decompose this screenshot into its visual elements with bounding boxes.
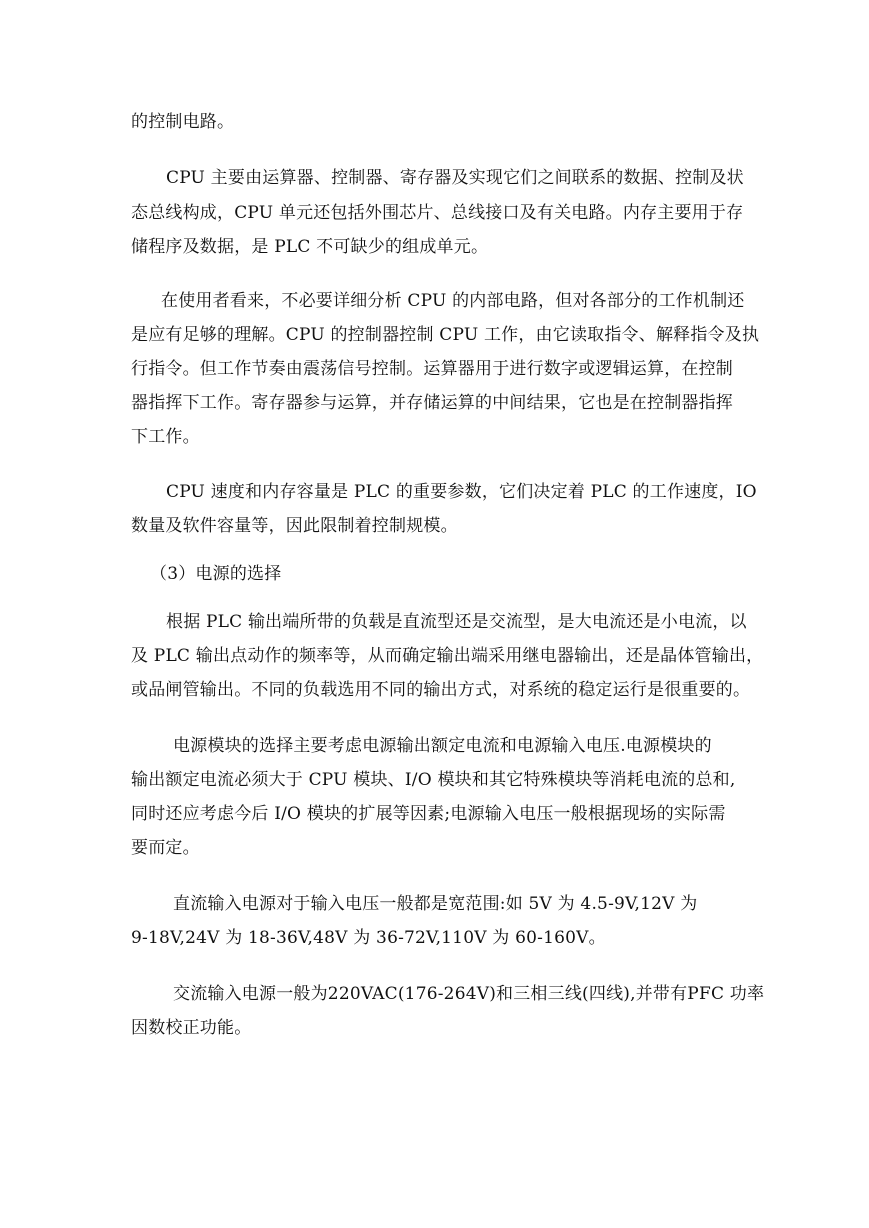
paragraph-line: 储程序及数据，是 PLC 不可缺少的组成单元。 — [131, 237, 489, 257]
paragraph-line: 的控制电路。 — [131, 112, 235, 132]
paragraph-line: 态总线构成，CPU 单元还包括外围芯片、总线接口及有关电路。内存主要用于存 — [131, 203, 744, 223]
paragraph-line: 器指挥下工作。寄存器参与运算，并存储运算的中间结果，它也是在控制器指挥 — [131, 393, 733, 413]
paragraph-line: CPU 主要由运算器、控制器、寄存器及实现它们之间联系的数据、控制及状 — [166, 168, 744, 188]
paragraph-line: 交流输入电源一般为220VAC(176-264V)和三相三线(四线),并带有PFC 功率 — [173, 984, 765, 1004]
paragraph-line: 电源模块的选择主要考虑电源输出额定电流和电源输入电压.电源模块的 — [173, 736, 712, 756]
paragraph-line: 是应有足够的理解。CPU 的控制器控制 CPU 工作，由它读取指令、解释指令及执 — [131, 325, 760, 345]
paragraph-line: 根据 PLC 输出端所带的负载是直流型还是交流型，是大电流还是小电流，以 — [166, 612, 747, 632]
paragraph-line: 行指令。但工作节奏由震荡信号控制。运算器用于进行数字或逻辑运算，在控制 — [131, 359, 733, 379]
paragraph-line: 及 PLC 输出点动作的频率等，从而确定输出端采用继电器输出，还是晶体管输出， — [131, 646, 764, 666]
paragraph-line: 或品闸管输出。不同的负载选用不同的输出方式，对系统的稳定运行是很重要的。 — [131, 680, 751, 700]
paragraph-line: 数量及软件容量等，因此限制着控制规模。 — [131, 516, 458, 536]
paragraph-line: 输出额定电流必须大于 CPU 模块、I/O 模块和其它特殊模块等消耗电流的总和, — [131, 770, 736, 790]
section-heading: （3）电源的选择 — [150, 564, 282, 584]
paragraph-line: 直流输入电源对于输入电压一般都是宽范围:如 5V 为 4.5-9V,12V 为 — [173, 894, 698, 914]
paragraph-line: 要而定。 — [131, 838, 200, 858]
paragraph-line: 在使用者看来，不必要详细分析 CPU 的内部电路，但对各部分的工作机制还 — [161, 291, 745, 311]
paragraph-line: 同时还应考虑今后 I/O 模块的扩展等因素;电源输入电压一般根据现场的实际需 — [131, 804, 726, 824]
paragraph-line: 因数校正功能。 — [131, 1018, 252, 1038]
paragraph-line: CPU 速度和内存容量是 PLC 的重要参数，它们决定着 PLC 的工作速度，IO — [166, 482, 757, 502]
paragraph-line: 下工作。 — [131, 427, 200, 447]
paragraph-line: 9-18V,24V 为 18-36V,48V 为 36-72V,110V 为 60-160V。 — [131, 928, 606, 948]
